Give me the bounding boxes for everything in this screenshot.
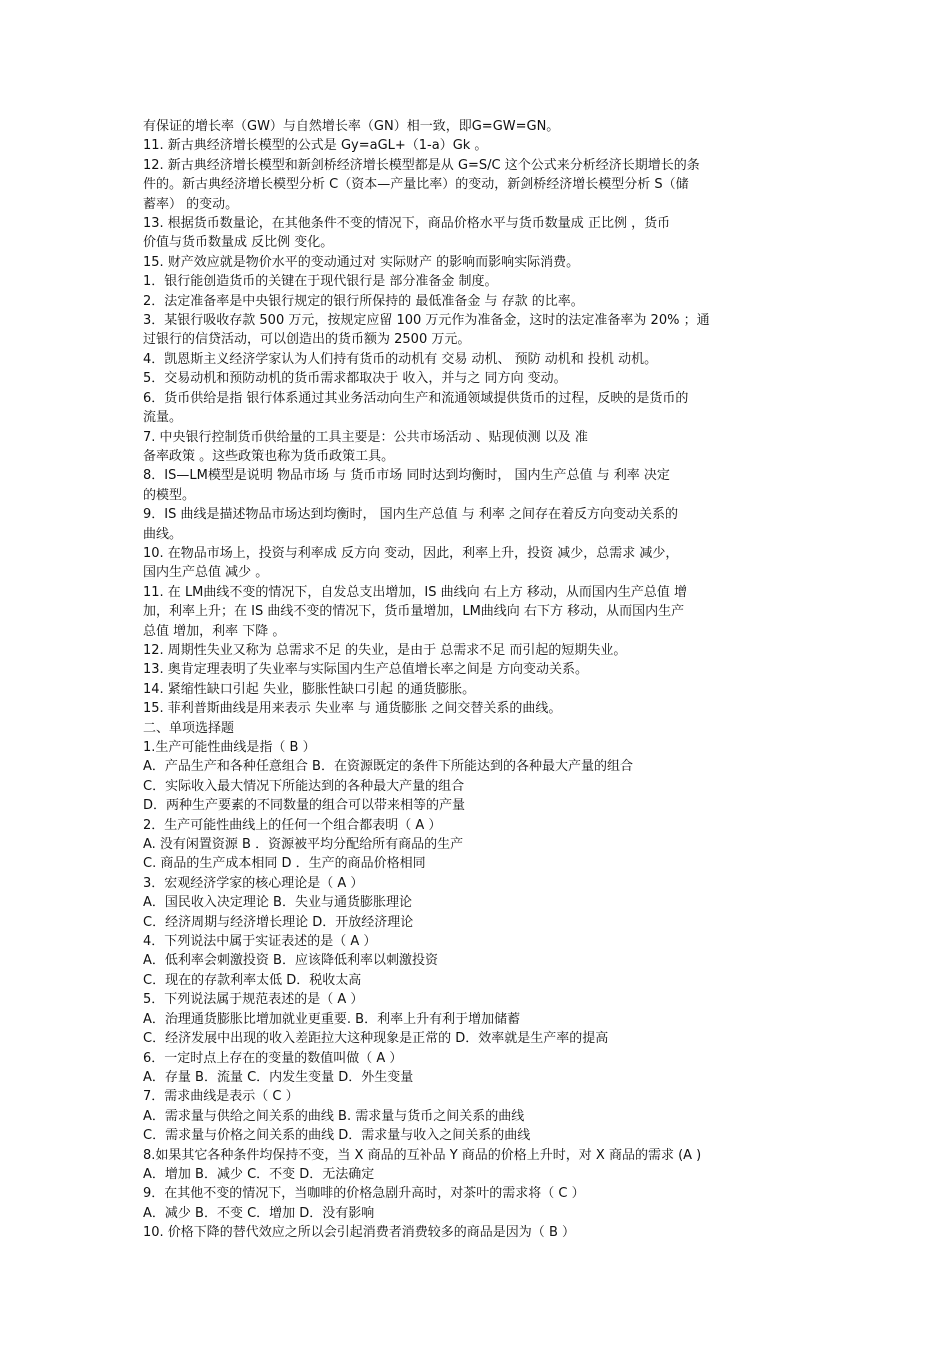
text-line: 价值与货币数量成 反比例 变化。 — [143, 235, 334, 251]
text-line: 2．生产可能性曲线上的任何一个组合都表明（ A ） — [143, 817, 442, 833]
text-line: C．现在的存款利率太低 D．税收太高 — [143, 972, 362, 988]
text-line: 4．凯恩斯主义经济学家认为人们持有货币的动机有 交易 动机、 预防 动机和 投机 动机。 — [143, 351, 658, 367]
text-line: 5．交易动机和预防动机的货币需求都取决于 收入，并与之 同方向 变动。 — [143, 371, 567, 387]
text-line: 9．在其他不变的情况下，当咖啡的价格急剧升高时，对茶叶的需求将（ C ） — [143, 1186, 585, 1202]
text-line: 流量。 — [143, 410, 183, 426]
text-line: C．经济发展中出现的收入差距拉大这种现象是正常的 D．效率就是生产率的提高 — [143, 1031, 609, 1047]
text-line: A．增加 B．减少 C．不变 D．无法确定 — [143, 1166, 375, 1182]
text-line: 10. 价格下降的替代效应之所以会引起消费者消费较多的商品是因为（ B ） — [143, 1225, 575, 1241]
text-line: A．国民收入决定理论 B．失业与通货膨胀理论 — [143, 895, 412, 911]
text-line: 9．IS 曲线是描述物品市场达到均衡时， 国内生产总值 与 利率 之间存在着反方向变动关系的 — [143, 507, 679, 523]
text-line: 15. 菲利普斯曲线是用来表示 失业率 与 通货膨胀 之间交替关系的曲线。 — [143, 701, 562, 717]
text-line: 件的。新古典经济增长模型分析 C（资本—产量比率）的变动，新剑桥经济增长模型分析 S（储 — [143, 177, 689, 193]
text-line: D．两种生产要素的不同数量的组合可以带来相等的产量 — [143, 798, 466, 814]
text-line: A．减少 B．不变 C．增加 D．没有影响 — [143, 1205, 375, 1221]
text-line: 二、单项选择题 — [143, 720, 235, 736]
text-line: 5．下列说法属于规范表述的是（ A ） — [143, 992, 364, 1008]
text-line: A．低利率会刺激投资 B．应该降低利率以刺激投资 — [143, 953, 438, 969]
text-line: 13. 根据货币数量论，在其他条件不变的情况下，商品价格水平与货币数量成 正比例 ，货币 — [143, 216, 671, 232]
text-line: A．产品生产和各种任意组合 B．在资源既定的条件下所能达到的各种最大产量的组合 — [143, 759, 633, 775]
text-line: 11. 在 LM曲线不变的情况下，自发总支出增加，IS 曲线向 右上方 移动，从而国内生产总值 增 — [143, 584, 688, 600]
text-line: 4．下列说法中属于实证表述的是（ A ） — [143, 934, 377, 950]
text-line: 的模型。 — [143, 487, 196, 503]
text-line: 8．IS—LM模型是说明 物品市场 与 货币市场 同时达到均衡时， 国内生产总值 与 利率 决定 — [143, 468, 670, 484]
text-line: 总值 增加，利率 下降 。 — [143, 623, 286, 639]
text-line: 11. 新古典经济增长模型的公式是 Gy=aGL+（1-a）Gk 。 — [143, 138, 488, 154]
text-line: 备率政策 。这些政策也称为货币政策工具。 — [143, 448, 395, 464]
text-line: 8.如果其它各种条件均保持不变，当 X 商品的互补品 Y 商品的价格上升时，对 X 商品的需求 (A ) — [143, 1147, 702, 1163]
text-line: 1．银行能创造货币的关键在于现代银行是 部分准备金 制度。 — [143, 274, 498, 290]
text-line: 10. 在物品市场上，投资与利率成 反方向 变动，因此，利率上升，投资 减少，总需求 减少， — [143, 545, 679, 561]
text-line: 过银行的信贷活动，可以创造出的货币额为 2500 万元。 — [143, 332, 471, 348]
text-line: 7．需求曲线是表示（ C ） — [143, 1089, 299, 1105]
text-line: A．需求量与供给之间关系的曲线 B. 需求量与货币之间关系的曲线 — [143, 1108, 525, 1124]
text-line: 3．某银行吸收存款 500 万元，按规定应留 100 万元作为准备金，这时的法定准备率为 20% ；通 — [143, 313, 710, 329]
text-line: 1.生产可能性曲线是指（ B ） — [143, 740, 316, 755]
text-line: 3．宏观经济学家的核心理论是（ A ） — [143, 875, 364, 891]
text-line: C．需求量与价格之间关系的曲线 D．需求量与收入之间关系的曲线 — [143, 1128, 531, 1144]
text-line: A．治理通货膨胀比增加就业更重要. B．利率上升有利于增加储蓄 — [143, 1011, 521, 1027]
text-line: 13. 奥肯定理表明了失业率与实际国内生产总值增长率之间是 方向变动关系。 — [143, 662, 588, 678]
text-line: 曲线。 — [143, 526, 183, 542]
text-line: C．经济周期与经济增长理论 D．开放经济理论 — [143, 914, 414, 930]
text-line: A. 没有闲置资源 B ．资源被平均分配给所有商品的生产 — [143, 837, 464, 853]
text-line: 加，利率上升；在 IS 曲线不变的情况下，货币量增加，LM曲线向 右下方 移动，从而国内生产 — [143, 604, 685, 620]
text-line: A．存量 B．流量 C．内发生变量 D．外生变量 — [143, 1069, 414, 1085]
text-line: 国内生产总值 减少 。 — [143, 565, 269, 581]
text-line: 2．法定准备率是中央银行规定的银行所保持的 最低准备金 与 存款 的比率。 — [143, 293, 584, 309]
text-line: C．实际收入最大情况下所能达到的各种最大产量的组合 — [143, 778, 465, 794]
text-line: 15. 财产效应就是物价水平的变动通过对 实际财产 的影响而影响实际消费。 — [143, 254, 580, 270]
document-body — [143, 117, 809, 1243]
text-line: 6．一定时点上存在的变量的数值叫做（ A ） — [143, 1050, 403, 1066]
text-line: 14. 紧缩性缺口引起 失业，膨胀性缺口引起 的通货膨胀。 — [143, 681, 476, 697]
text-line: 有保证的增长率（GW）与自然增长率（GN）相一致，即G=GW=GN。 — [143, 119, 560, 134]
text-line: 12. 周期性失业又称为 总需求不足 的失业，是由于 总需求不足 而引起的短期失业。 — [143, 642, 627, 658]
text-line: 7. 中央银行控制货币供给量的工具主要是：公共市场活动 、贴现侦测 以及 准 — [143, 429, 588, 445]
text-line: 6．货币供给是指 银行体系通过其业务活动向生产和流通领域提供货币的过程，反映的是货币的 — [143, 390, 689, 406]
text-line: C. 商品的生产成本相同 D ．生产的商品价格相同 — [143, 856, 426, 872]
text-line: 蓄率） 的变动。 — [143, 196, 239, 212]
text-line: 12. 新古典经济增长模型和新剑桥经济增长模型都是从 G=S/C 这个公式来分析经济长期增长的条 — [143, 157, 700, 173]
